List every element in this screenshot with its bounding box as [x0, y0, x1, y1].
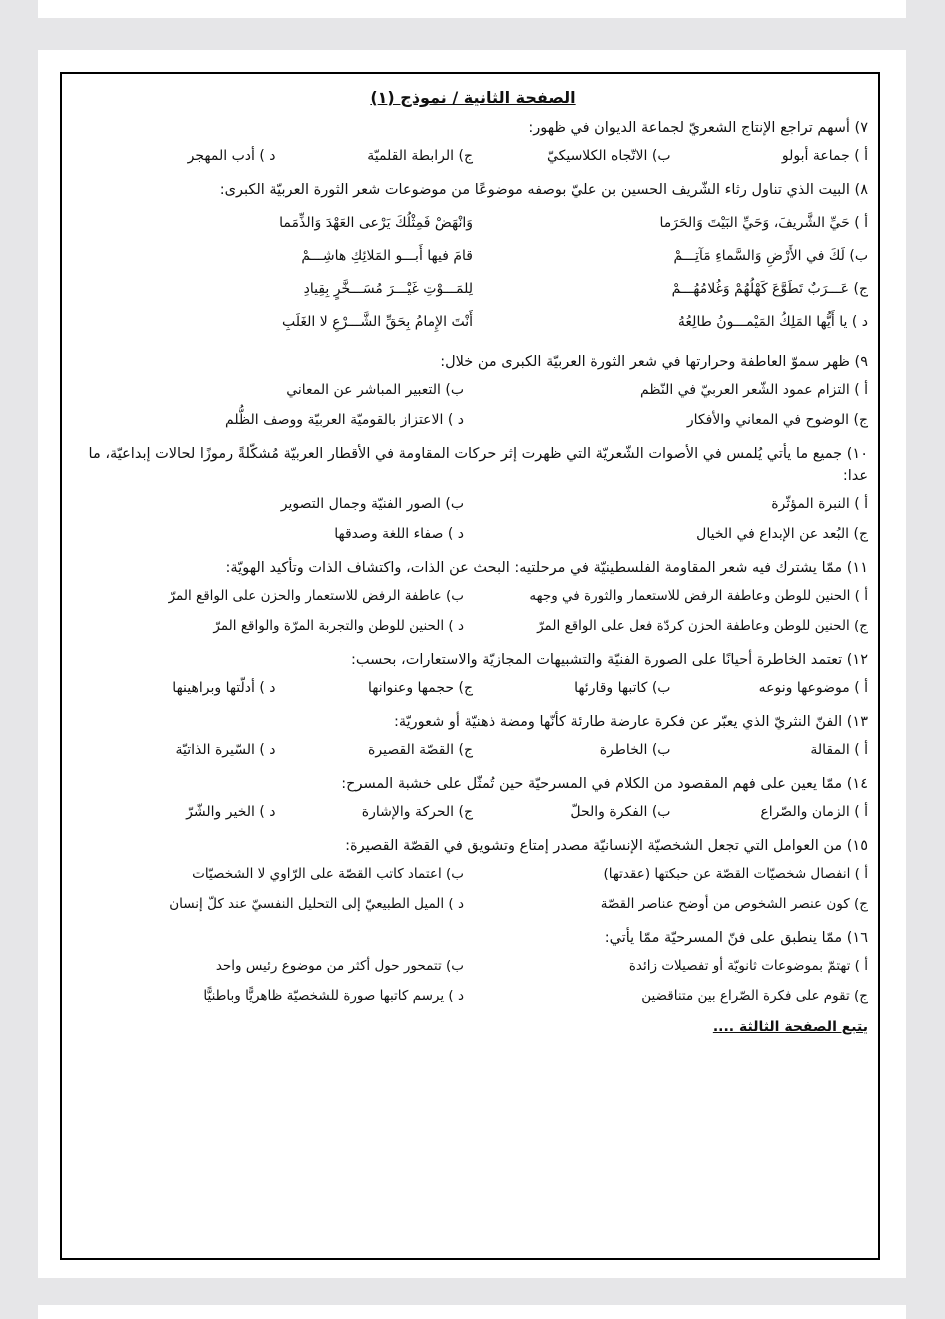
option-c[interactable]: ج) تقوم على فكرة الصّراع بين متناقضين [641, 988, 868, 1004]
option-a[interactable]: أ ) الزمان والصّراع [760, 804, 868, 820]
option-d[interactable]: د ) الخير والشّرّ [186, 804, 276, 820]
verse-first-half: ج) عَـــرَبٌ تَطَوَّعَ كَهْلُهُمْ وَغُلامُهُـــمْ [671, 281, 868, 297]
question-12 [78, 649, 868, 699]
option-a[interactable]: أ ) الحنين للوطن وعاطفة الرفض للاستعمار والثورة في وجهه [529, 588, 868, 604]
continue-note: يتبع الصفحة الثالثة .... [712, 1019, 868, 1035]
option-b[interactable]: ب) اعتماد كاتب القصّة على الرّاوي لا الشخصيّات [192, 866, 464, 882]
verse-first-half: ب) لَكَ في الأَرْضِ وَالسَّماءِ مَآتِـــمْ [673, 248, 868, 264]
question-stem: ١٤) ممّا يعين على فهم المقصود من الكلام في المسرحيّة حين تُمثّل على خشبة المسرح: [341, 776, 868, 792]
option-b[interactable]: ب) الفكرة والحلّ [570, 804, 671, 820]
question-stem: ١٣) الفنّ النثريّ الذي يعبّر عن فكرة عارضة طارئة كأنّها ومضة ذهنيّة أو شعوريّة: [393, 714, 868, 730]
option-c[interactable] [78, 273, 868, 306]
option-a[interactable]: أ ) تهتمّ بموضوعات ثانويّة أو تفصيلات زائدة [628, 958, 868, 974]
question-stem: ٩) ظهر سموّ العاطفة وحرارتها في شعر الثورة العربيّة الكبرى من خلال: [440, 354, 868, 370]
option-b[interactable] [78, 240, 868, 273]
option-d[interactable]: د ) السّيرة الذاتيّة [175, 742, 276, 758]
verse-second-half: قامَ فيها أَبـــو المَلائِكِ هاشِـــمْ [301, 248, 473, 264]
question-8 [78, 179, 868, 339]
option-d[interactable]: د ) يرسم كاتبها صورة للشخصيّة ظاهريًّا وباطنيًّا [203, 988, 464, 1004]
options [78, 379, 868, 431]
options [78, 739, 868, 761]
question-11 [78, 557, 868, 637]
option-b[interactable]: ب) تتمحور حول أكثر من موضوع رئيس واحد [215, 958, 464, 974]
option-d[interactable] [78, 306, 868, 339]
option-c[interactable]: ج) الوضوح في المعاني والأفكار [686, 412, 868, 428]
option-b[interactable]: ب) عاطفة الرفض للاستعمار والحزن على الواقع المرّ [168, 588, 464, 604]
option-a[interactable]: أ ) المقالة [810, 742, 868, 758]
verse-second-half: وَانْهَضْ فَمِثْلُكَ يَرْعى العَهْدَ وَالذِّمَما [279, 215, 473, 231]
options [78, 493, 868, 545]
option-c[interactable]: ج) حجمها وعنوانها [368, 680, 473, 696]
option-c[interactable]: ج) كون عنصر الشخوص من أوضح عناصر القصّة [600, 896, 868, 912]
question-stem: ١٦) ممّا ينطبق على فنّ المسرحيّة ممّا يأتي: [604, 930, 868, 946]
option-c[interactable]: ج) الحركة والإشارة [361, 804, 473, 820]
option-d[interactable]: د ) الميل الطبيعيّ إلى التحليل النفسيّ عند كلّ إنسان [169, 896, 464, 912]
options [78, 145, 868, 167]
question-stem: ١٥) من العوامل التي تجعل الشخصيّة الإنسانيّة مصدر إمتاع وتشويق في القصّة القصيرة: [345, 838, 868, 854]
option-b[interactable]: ب) الصور الفنيّة وجمال التصوير [280, 496, 464, 512]
verse-second-half: لِلمَـــوْتِ غَيْـــرَ مُسَـــخَّرٍ بِقِيادِ [303, 281, 473, 297]
question-7 [78, 117, 868, 167]
verse-first-half: أ ) حَيِّ الشَّريفَ، وَحَيِّ البَيْتَ وَالحَرَما [659, 215, 868, 231]
question-16 [78, 927, 868, 1007]
option-a[interactable]: أ ) التزام عمود الشّعر العربيّ في النّظم [640, 382, 868, 398]
option-a[interactable]: أ ) موضوعها ونوعه [758, 680, 868, 696]
question-14 [78, 773, 868, 823]
question-9 [78, 351, 868, 431]
next-page-edge [38, 1305, 906, 1319]
question-13 [78, 711, 868, 761]
question-stem: ١٢) تعتمد الخاطرة أحيانًا على الصورة الفنيّة والتشبيهات المجازيّة والاستعارات، بحسب: [350, 652, 868, 668]
option-c[interactable]: ج) البُعد عن الإبداع في الخيال [696, 526, 868, 542]
options [78, 863, 868, 915]
question-10 [78, 443, 868, 545]
option-a[interactable]: أ ) انفصال شخصيّات القصّة عن حبكتها (عقدتها) [603, 866, 868, 882]
option-b[interactable]: ب) الخاطرة [599, 742, 671, 758]
verse-options [78, 207, 868, 339]
option-a[interactable] [78, 207, 868, 240]
options [78, 677, 868, 699]
option-b[interactable]: ب) كاتبها وقارئها [574, 680, 671, 696]
option-d[interactable]: د ) أدب المهجر [187, 148, 276, 164]
question-stem: ٧) أسهم تراجع الإنتاج الشعريّ لجماعة الديوان في ظهور: [528, 120, 868, 136]
option-b[interactable]: ب) الاتّجاه الكلاسيكيّ [546, 148, 671, 164]
verse-second-half: أَنْتَ الإِمامُ بِحَقِّ الشَّـــرْعِ لا الغَلَبِ [281, 314, 473, 330]
previous-page-edge [38, 0, 906, 18]
option-b[interactable]: ب) التعبير المباشر عن المعاني [286, 382, 464, 398]
option-d[interactable]: د ) الاعتزاز بالقوميّة العربيّة ووصف الظُّلم [225, 412, 464, 428]
option-a[interactable]: أ ) النبرة المؤثّرة [771, 496, 868, 512]
option-a[interactable]: أ ) جماعة أبولو [781, 148, 868, 164]
verse-first-half: د ) يا أَيُّها المَلِكُ المَيْمـــونُ طالِعُهُ [677, 314, 868, 330]
page-title: الصفحة الثانية / نموذج (١) [370, 88, 576, 107]
options [78, 801, 868, 823]
question-15 [78, 835, 868, 915]
option-d[interactable]: د ) صفاء اللغة وصدقها [334, 526, 464, 542]
option-c[interactable]: ج) الحنين للوطن وعاطفة الحزن كردّة فعل على الواقع المرّ [537, 618, 868, 634]
options [78, 955, 868, 1007]
question-stem: ١١) ممّا يشترك فيه شعر المقاومة الفلسطينيّة في مرحلتيه: البحث عن الذات، واكتشاف الذات وتأكيد الهويّة: [225, 560, 868, 576]
exam-page [78, 88, 868, 1035]
option-d[interactable]: د ) أدلّتها وبراهينها [172, 680, 276, 696]
options [78, 585, 868, 637]
question-stem: ١٠) جميع ما يأتي يُلمس في الأصوات الشّعريّة التي ظهرت إثر حركات المقاومة في الأقطار العربيّة مُشكّلةً رموزًا لحالات إبداعيّة، ما عدا: [88, 446, 868, 484]
question-stem: ٨) البيت الذي تناول رثاء الشّريف الحسين بن عليّ بوصفه موضوعًا من موضوعات شعر الثورة العربيّة الكبرى: [219, 182, 868, 198]
option-d[interactable]: د ) الحنين للوطن والتجربة المرّة والواقع المرّ [213, 618, 464, 634]
option-c[interactable]: ج) الرابطة القلميّة [367, 148, 473, 164]
option-c[interactable]: ج) القصّة القصيرة [368, 742, 473, 758]
